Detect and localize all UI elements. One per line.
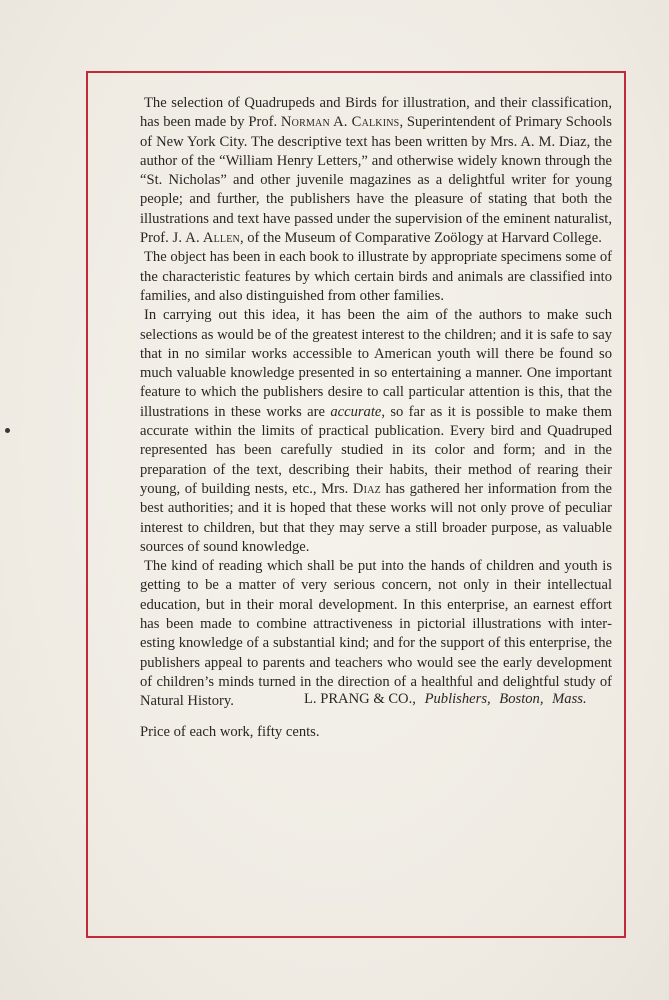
publisher-place: Boston, xyxy=(499,691,544,707)
proper-name: Diaz xyxy=(352,480,381,497)
ink-spot xyxy=(5,428,10,433)
text-run: The object has been in each book to illustrate by appropriate specimens some of the characteristic features by which certain birds and animals are classified into families, and also distinguished from other families. xyxy=(140,249,612,304)
text-run: , of the Museum of Comparative Zoölogy at Harvard College. xyxy=(239,230,602,247)
emphasis: accurate xyxy=(330,403,382,420)
paragraph-1 xyxy=(140,94,612,248)
text-run: has gathered her information from the best authorities; and it is hoped that these works will not only prove of peculiar interest to children, but that they may serve a still broader purpose, as valuable sources of sound knowledge. xyxy=(140,480,613,555)
body-text xyxy=(140,94,612,742)
proper-name: J. A. Allen xyxy=(172,230,240,247)
text-run: The kind of reading which shall be put into the hands of children and youth is getting to be a matter of very serious concern, not only in their intellectual education, but in their moral development. In this enterprise, an earnest effort has been made to combine attractiveness in pictorial illustrations with interesting knowledge of a substantial kind; and for the support of this enterprise, the publishers appeal to parents and teachers who would see the early development of children’s minds turned in the direction of a healthful and delightful study of Natural History. xyxy=(140,558,612,710)
publisher-signature xyxy=(304,691,604,708)
paragraph-2 xyxy=(140,248,612,306)
publisher-role: Publishers, xyxy=(424,691,491,707)
text-run: In carrying out this idea, it has been the aim of the authors to make such selections as would be of the greatest interest to the children; and it is safe to say that in no similar works accessible to American youth will there be found so much valuable knowledge presented in so entertaining a manner. One important feature to which the publishers desire to call particular attention is this, that the illustrations in these works are xyxy=(140,307,612,420)
paragraph-3 xyxy=(140,306,612,557)
publisher-firm: L. PRANG & CO., xyxy=(304,691,416,707)
publisher-state: Mass. xyxy=(552,691,587,707)
text-run: , Superintendent of Primary Schools of New York City. The descriptive text has been written by Mrs. A. M. Diaz, the author of the “William Henry Letters,” and otherwise widely known through the “St. Nicholas” and other juvenile magazines as a delightful writer for young people; and further, the publishers have the pleasure of stating that both the illustrations and text have passed under the supervision of the eminent naturalist, Prof. xyxy=(140,114,612,247)
text-run: , so far as it is possible to make them accurate within the limits of practical publication. Every bird and Quadruped represented has been carefully studied in its color and form; and in the preparation of the text, describing their habits, their method of rearing their young, of building nests, etc., Mrs. xyxy=(140,403,612,497)
paragraph-4 xyxy=(140,557,612,711)
text-run: The selection of Quadrupeds and Birds for illustration, and their classification, has been made by Prof. xyxy=(140,95,612,131)
price-line: Price of each work, fifty cents. xyxy=(140,723,320,740)
proper-name: Norman A. Calkins xyxy=(280,114,400,131)
